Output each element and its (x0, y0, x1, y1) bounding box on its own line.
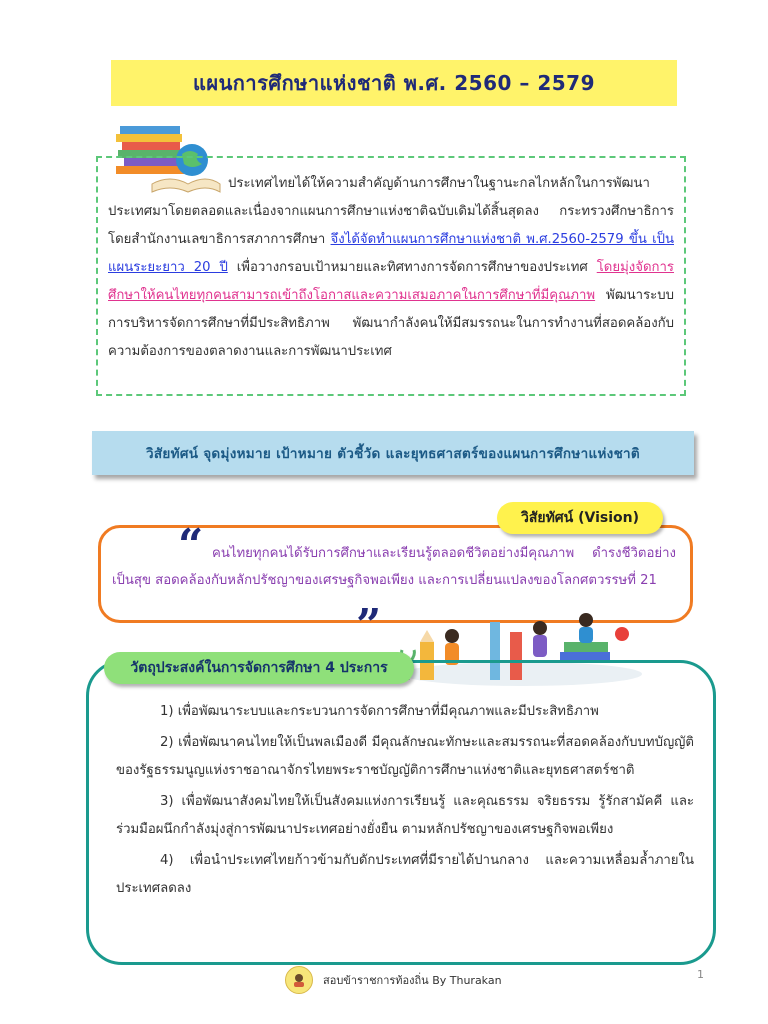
intro-part-2: เพื่อวางกรอบเป้าหมายและทิศทางการจัดการศึกษาของประเทศ (227, 260, 597, 275)
book-1 (120, 126, 180, 134)
vision-label-text: วิสัยทัศน์ (Vision) (520, 510, 640, 526)
person-2-head (533, 621, 547, 635)
footer-logo-icon (285, 966, 313, 994)
footer (285, 966, 502, 994)
section-heading (92, 431, 694, 475)
intro-box (96, 156, 686, 396)
person-3-head (579, 613, 593, 627)
person-2-body (533, 635, 547, 657)
intro-part-3: พัฒนาระบบการบริหารจัดการศึกษาที่มีประสิทธิภาพ พัฒนากำลังคนให้มีสมรรถนะในการทำงานที่สอดคล้องกับความต้องการของตลาดงานและการพัฒนาประเทศ (108, 288, 674, 359)
objective-item: 1) เพื่อพัฒนาระบบและกระบวนการจัดการศึกษาที่มีคุณภาพและมีประสิทธิภาพ (160, 704, 599, 719)
intro-highlight-plan: จึงได้จัดทำแผนการศึกษาแห่งชาติ พ.ศ.2560-2579 ขึ้น เป็นแผนระยะยาว 20 ปี (108, 232, 674, 275)
objectives-label (104, 652, 414, 684)
section-heading-text: วิสัยทัศน์ จุดมุ่งหมาย เป้าหมาย ตัวชี้วัด และยุทธศาสตร์ของแผนการศึกษาแห่งชาติ (146, 446, 640, 462)
objectives-label-text: วัตถุประสงค์ในการจัดการศึกษา 4 ประการ (130, 660, 388, 676)
quote-close-icon: ” (356, 600, 382, 651)
book-3 (122, 142, 180, 150)
intro-highlight-goal: โดยมุ่งจัดการศึกษาให้คนไทยทุกคนสามารถเข้าถึงโอกาสและความเสมอภาคในการศึกษาที่มีคุณภาพ (108, 260, 674, 303)
page-number: 1 (697, 968, 704, 981)
logo-glyph (291, 972, 307, 988)
book-stack-2 (564, 642, 608, 652)
quote-open-icon: “ (178, 520, 204, 571)
objective-item: 3) เพื่อพัฒนาสังคมไทยให้เป็นสังคมแห่งการเรียนรู้ และคุณธรรม จริยธรรม รู้รักสามัคคี และร่วมมือผนึกกำลังมุ่งสู่การพัฒนาประเทศอย่างยั่งยืน ตามหลักปรัชญาของเศรษฐกิจพอเพียง (116, 794, 694, 837)
intro-paragraph (108, 170, 674, 366)
person-1-head (445, 629, 459, 643)
book-2 (116, 134, 182, 142)
vision-label (497, 502, 663, 534)
intro-part-1: ประเทศไทยได้ให้ความสำคัญด้านการศึกษาในฐานะกลไกหลักในการพัฒนาประเทศมาโดยตลอดและเนื่องจากแผนการศึกษาแห่งชาติฉบับเดิมได้สิ้นสุดลง กระทรวงศึกษาธิการ โดยสำนักงานเลขาธิการสภาการศึกษา (108, 176, 674, 247)
person-3-body (579, 627, 593, 643)
pencil-1-tip (420, 630, 434, 642)
footer-credit: สอบข้าราชการท้องถิ่น By Thurakan (323, 974, 502, 987)
page-title (111, 60, 677, 106)
apple-icon (615, 627, 629, 641)
page-title-text: แผนการศึกษาแห่งชาติ พ.ศ. 2560 – 2579 (193, 71, 595, 95)
vision-text: คนไทยทุกคนได้รับการศึกษาและเรียนรู้ตลอดชีวิตอย่างมีคุณภาพ ดำรงชีวิตอย่างเป็นสุข สอดคล้องกับหลักปรัชญาของเศรษฐกิจพอเพียง และการเปลี่ยนแปลงของโลกศตวรรษที่ 21 (112, 546, 676, 588)
objectives-list (116, 698, 694, 906)
objective-item: 4) เพื่อนำประเทศไทยก้าวข้ามกับดักประเทศที่มีรายได้ปานกลาง และความเหลื่อมล้ำภายในประเทศลดลง (116, 853, 694, 896)
objective-item: 2) เพื่อพัฒนาคนไทยให้เป็นพลเมืองดี มีคุณลักษณะทักษะและสมรรถนะที่สอดคล้องกับบทบัญญัติของรัฐธรรมนูญแห่งราชอาณาจักรไทยพระราชบัญญัติการศึกษาแห่งชาติและยุทธศาสตร์ชาติ (116, 735, 694, 778)
